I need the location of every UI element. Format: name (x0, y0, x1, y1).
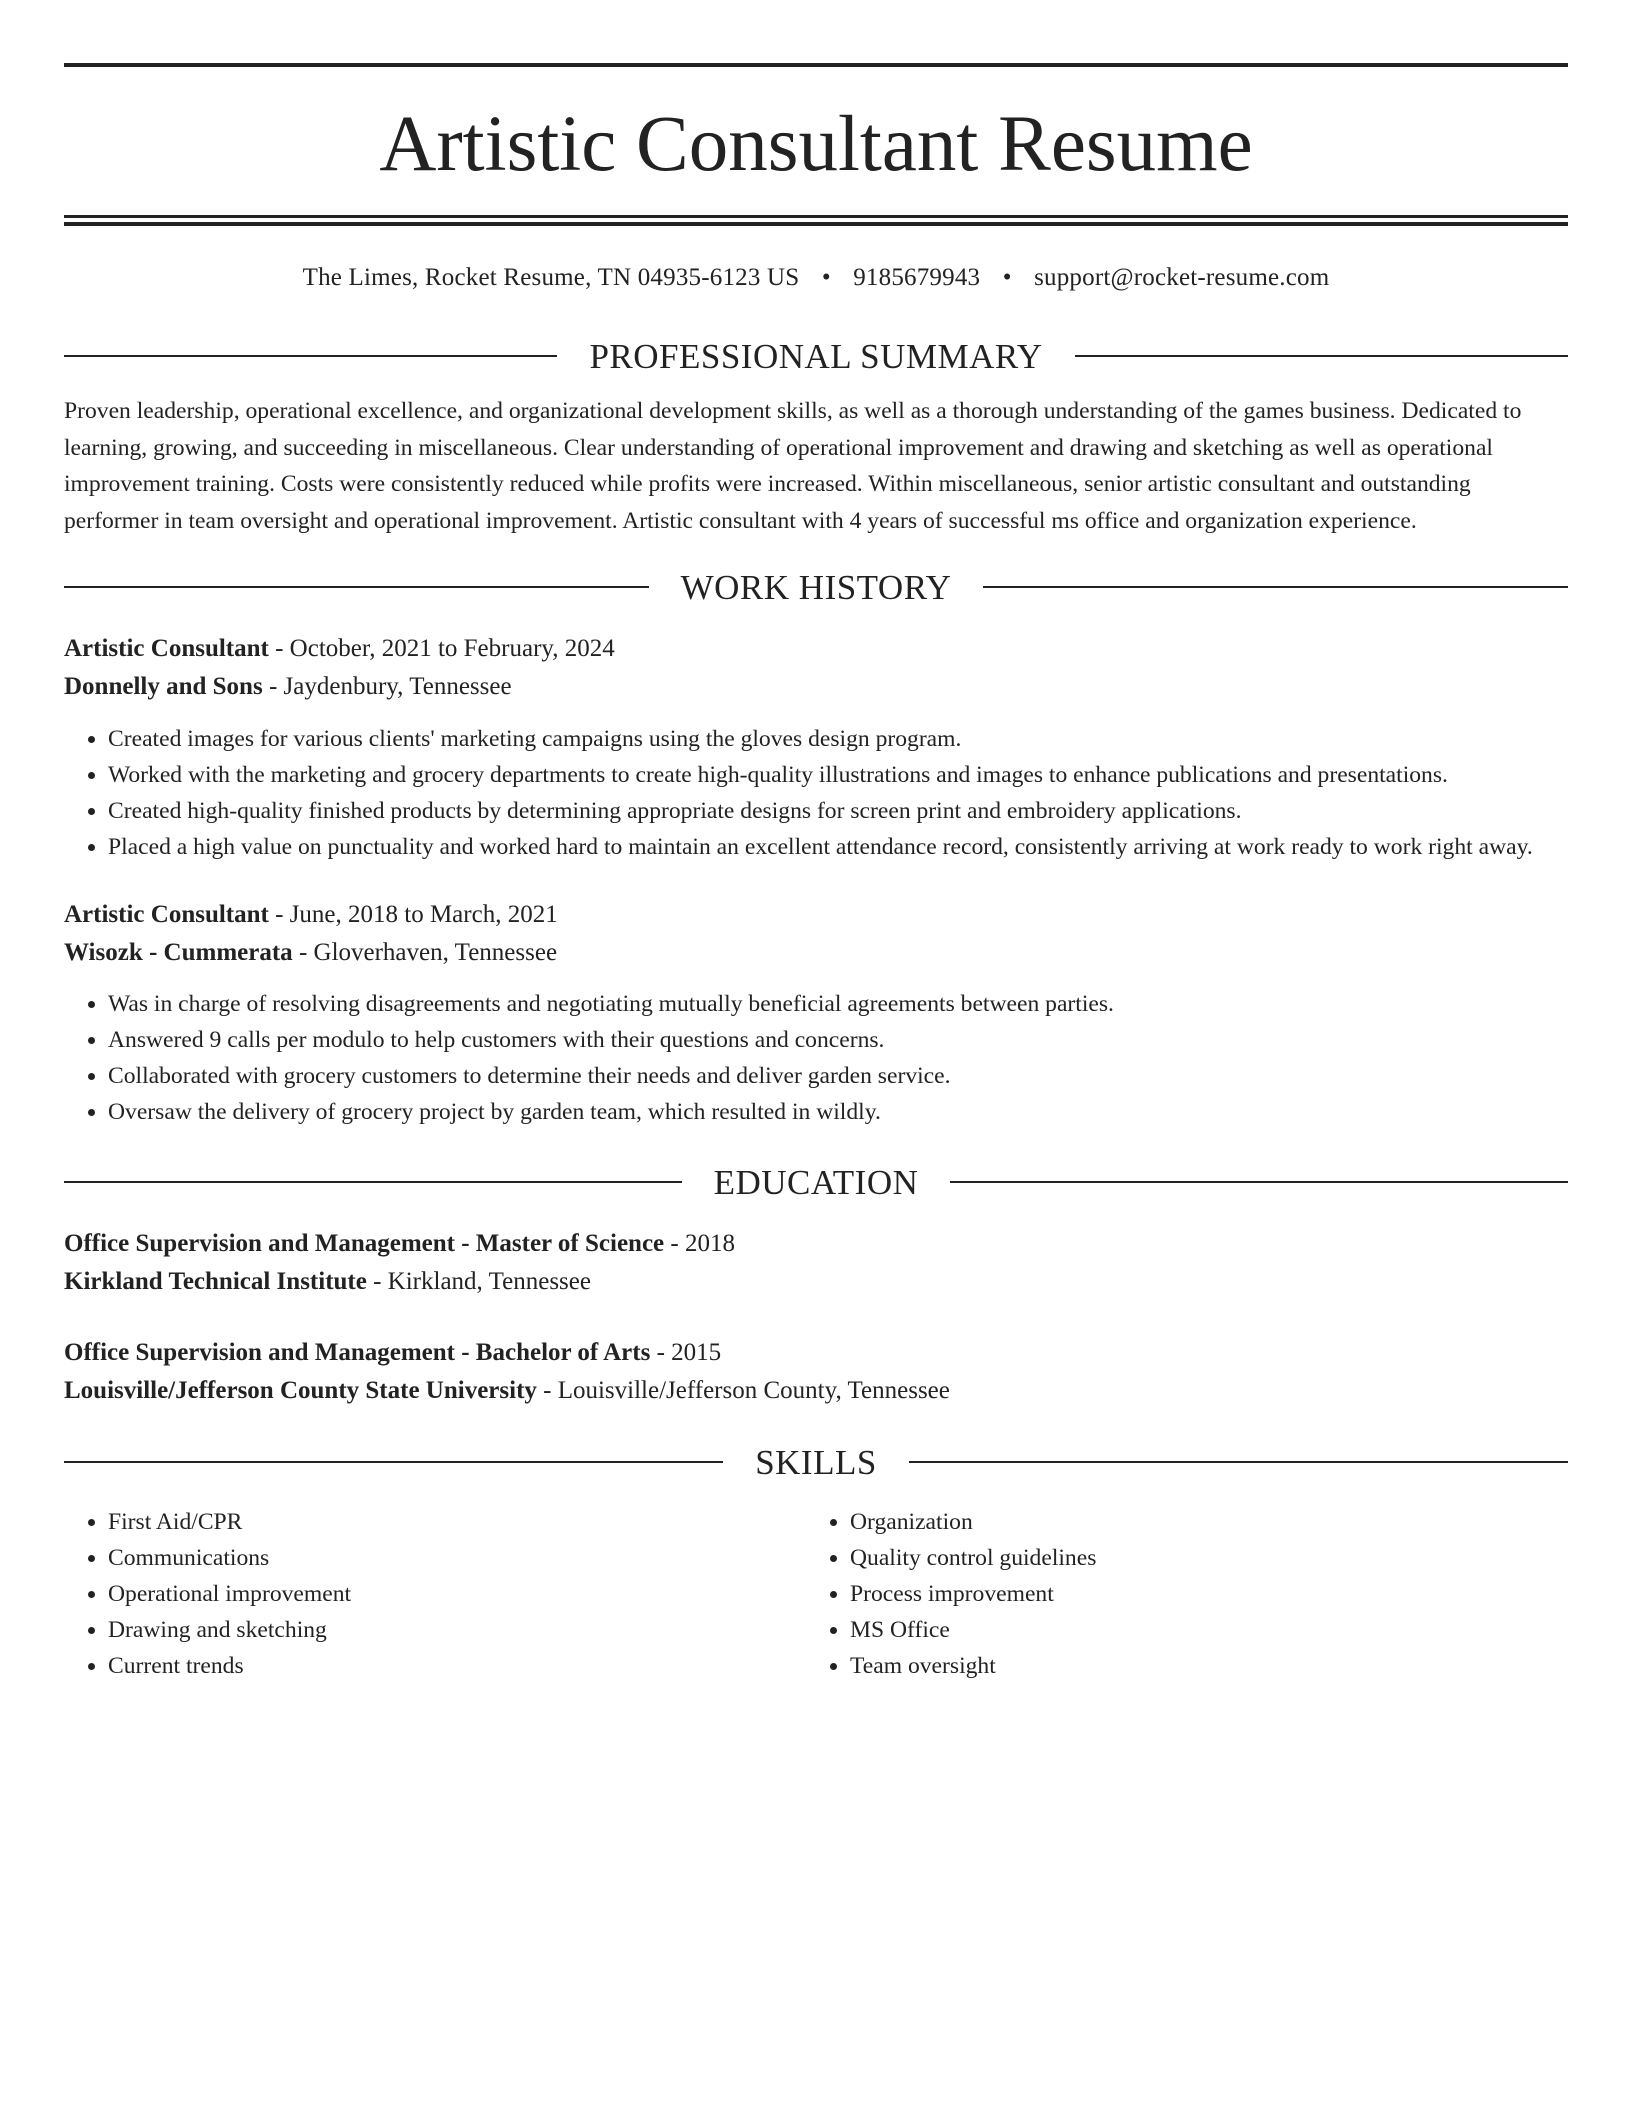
work-history-heading-label: WORK HISTORY (680, 567, 952, 607)
degree-line (64, 1334, 1568, 1372)
skill-item: • Process improvement (850, 1576, 1096, 1612)
job-bullet: • Oversaw the delivery of grocery project by garden team, which resulted in wildly. (108, 1094, 1568, 1130)
title-double-rule (64, 215, 1568, 226)
school-location: - Louisville/Jefferson County, Tennessee (536, 1377, 950, 1404)
heading-rule-left (64, 1461, 723, 1463)
summary-text: Proven leadership, operational excellence, and organizational development skills, as well as a thorough understanding of the games business. Dedicated to learning, growing, and succeeding in miscellaneous. Clear understanding of operational improvement and drawing and sketching as well as operational improvement training. Costs were consistently reduced while profits were increased. Within miscellaneous, senior artistic consultant and outstanding performer in team oversight and operational improvement. Artistic consultant with 4 years of successful ms office and organization experience. (64, 398, 1522, 534)
skills-list-left (64, 1504, 806, 1684)
heading-rule-right (983, 586, 1568, 588)
job-dates: - June, 2018 to March, 2021 (268, 901, 558, 928)
skills-column-left (64, 1504, 806, 1684)
degree-year: - 2018 (664, 1230, 735, 1257)
job-company: Donnelly and Sons (64, 673, 263, 700)
heading-rule-left (64, 586, 649, 588)
school-location: - Kirkland, Tennessee (366, 1268, 591, 1295)
contact-address: The Limes, Rocket Resume, TN 04935-6123 US (302, 264, 800, 291)
skills-list-right (806, 1504, 1096, 1684)
degree: Office Supervision and Management - Bachelor of Arts (64, 1339, 651, 1366)
job-dates: - October, 2021 to February, 2024 (268, 635, 615, 662)
job-title: Artistic Consultant (64, 901, 269, 928)
contact-line (64, 262, 1568, 294)
job-bullets (64, 986, 1568, 1130)
heading-rule-right (950, 1181, 1568, 1183)
top-rule (64, 63, 1568, 67)
education-heading-label: EDUCATION (713, 1162, 919, 1202)
contact-separator: • (821, 264, 831, 291)
job-bullet: • Worked with the marketing and grocery departments to create high-quality illustrations and images to enhance publications and presentations. (108, 757, 1568, 793)
heading-rule-left (64, 355, 557, 357)
job-bullet: • Placed a high value on punctuality and worked hard to maintain an excellent attendance record, consistently arriving at work ready to work right away. (108, 829, 1568, 865)
degree-year: - 2015 (650, 1339, 722, 1366)
contact-phone: 9185679943 (853, 264, 981, 291)
job-bullet: • Was in charge of resolving disagreements and negotiating mutually beneficial agreements between parties. (108, 986, 1568, 1022)
skill-item: • Team oversight (850, 1648, 1096, 1684)
job-bullet: • Collaborated with grocery customers to determine their needs and deliver garden service. (108, 1058, 1568, 1094)
education-entry (64, 1334, 1568, 1410)
degree: Office Supervision and Management - Master of Science (64, 1230, 665, 1257)
job-title-line (64, 896, 1568, 934)
school-line (64, 1263, 1568, 1301)
contact-separator: • (1002, 264, 1012, 291)
summary-heading (64, 336, 1568, 376)
skill-item: • Communications (108, 1540, 806, 1576)
job-bullet: • Created images for various clients' marketing campaigns using the gloves design program. (108, 721, 1568, 757)
job-location: - Gloverhaven, Tennessee (292, 939, 558, 966)
skills-heading-label: SKILLS (755, 1442, 877, 1482)
skill-item: • Operational improvement (108, 1576, 806, 1612)
heading-rule-right (909, 1461, 1568, 1463)
education-heading (64, 1162, 1568, 1202)
job-bullets (64, 721, 1568, 865)
school: Louisville/Jefferson County State University (64, 1377, 537, 1404)
job-company-line (64, 934, 1568, 972)
job-bullet: • Answered 9 calls per modulo to help customers with their questions and concerns. (108, 1022, 1568, 1058)
job-entry (64, 630, 1568, 865)
job-title-line (64, 630, 1568, 668)
school: Kirkland Technical Institute (64, 1268, 367, 1295)
education-entry (64, 1225, 1568, 1301)
page-title: Artistic Consultant Resume (379, 101, 1253, 188)
skills-column-right (806, 1504, 1096, 1684)
skill-item: • Organization (850, 1504, 1096, 1540)
degree-line (64, 1225, 1568, 1263)
job-entry (64, 896, 1568, 1130)
skill-item: • First Aid/CPR (108, 1504, 806, 1540)
job-location: - Jaydenbury, Tennessee (262, 673, 512, 700)
skill-item: • Drawing and sketching (108, 1612, 806, 1648)
skill-item: • Quality control guidelines (850, 1540, 1096, 1576)
summary-heading-label: PROFESSIONAL SUMMARY (589, 336, 1043, 376)
skill-item: • Current trends (108, 1648, 806, 1684)
school-line (64, 1372, 1568, 1410)
skill-item: • MS Office (850, 1612, 1096, 1648)
job-company-line (64, 668, 1568, 706)
skills-heading (64, 1442, 1568, 1482)
skills-list (64, 1504, 1568, 1684)
heading-rule-right (1075, 355, 1568, 357)
contact-email: support@rocket-resume.com (1034, 264, 1330, 291)
heading-rule-left (64, 1181, 682, 1183)
job-title: Artistic Consultant (64, 635, 269, 662)
work-history-heading (64, 567, 1568, 607)
job-bullet: • Created high-quality finished products by determining appropriate designs for screen print and embroidery applications. (108, 793, 1568, 829)
job-company: Wisozk - Cummerata (64, 939, 293, 966)
